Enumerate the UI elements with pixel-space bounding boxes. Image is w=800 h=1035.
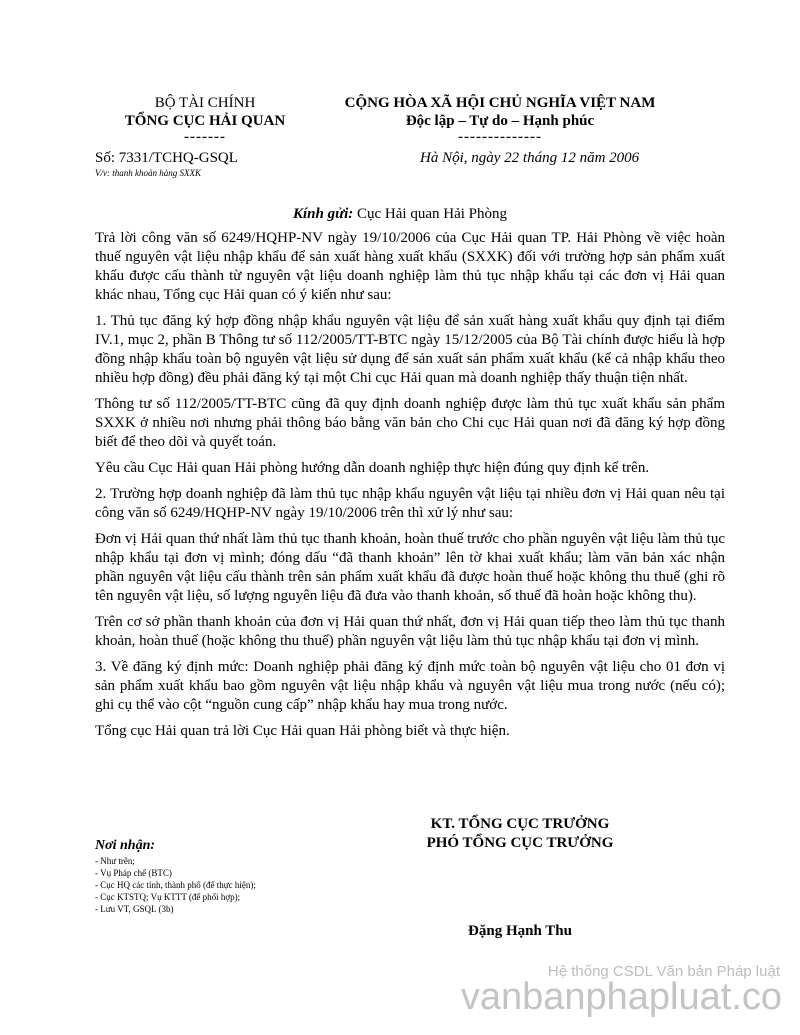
body-paragraph: Đơn vị Hải quan thứ nhất làm thủ tục thanh khoản, hoàn thuế trước cho phần nguyên vật liệu làm thủ tục nhập khẩu tại đơn vị mình; đóng dấu “đã thanh khoản” lên tờ khai xuất khẩu; làm văn bản xác nhận phần nguyên vật liệu cấu thành trên sản phẩm xuất khẩu đã được hoàn thuế hoặc không thu thuế (ghi rõ tên nguyên vật liệu, số lượng nguyên liệu đã đưa vào thanh khoản, số thuế đã hoàn hoặc không thu). <box>95 531 725 604</box>
receiver-item: - Cục KTSTQ; Vụ KTTT (để phối hợp); <box>95 892 241 902</box>
receivers-label: Nơi nhận: <box>95 838 156 853</box>
body-paragraph: 1. Thủ tục đăng ký hợp đồng nhập khẩu nguyên vật liệu để sản xuất hàng xuất khẩu quy định tại điểm IV.1, mục 2, phần B Thông tư số 112/2005/TT-BTC ngày 15/12/2005 của Bộ Tài chính được hiểu là hợp đồng nhập khẩu toàn bộ nguyên vật liệu sử dụng để sản xuất sản phẩm xuất khẩu (kể cả nhập khẩu theo nhiều hợp đồng) đều phải đăng ký tại một Chi cục Hải quan mà doanh nghiệp thấy thuận tiện nhất. <box>95 313 725 386</box>
document-number: Số: 7331/TCHQ-GSQL <box>95 150 238 166</box>
republic-name: CỘNG HÒA XÃ HỘI CHỦ NGHĨA VIỆT NAM <box>344 95 656 111</box>
signature-title <box>390 815 650 853</box>
watermark-caption: Hệ thống CSDL Văn bản Pháp luật <box>547 963 780 980</box>
body-paragraph: 2. Trường hợp doanh nghiệp đã làm thủ tục nhập khẩu nguyên vật liệu tại nhiều đơn vị Hải quan nêu tại công văn số 6249/HQHP-NV ngày 19/10/2006 trên thì xử lý như sau: <box>95 486 725 521</box>
receiver-item: - Như trên; <box>95 856 135 866</box>
body-paragraph: 3. Về đăng ký định mức: Doanh nghiệp phải đăng ký định mức toàn bộ nguyên vật liệu cho 01 đơn vị sản phẩm xuất khẩu bao gồm nguyên vật liệu nhập khẩu và nguyên vật liệu mua trong nước (nếu có); ghi cụ thể vào cột “nguồn cung cấp” nhập khẩu hay mua trong nước. <box>95 659 725 713</box>
ministry-name: BỘ TÀI CHÍNH <box>154 95 256 111</box>
issuer-block <box>95 94 315 144</box>
watermark-site: vanbanphapluat.co <box>460 976 782 1018</box>
signer-name: Đặng Hạnh Thu <box>468 923 572 939</box>
national-heading <box>320 94 680 144</box>
document-body <box>95 229 725 748</box>
receiver-item: - Lưu VT, GSQL (3b) <box>95 904 174 914</box>
document-subject: V/v: thanh khoản hàng SXXK <box>95 168 201 178</box>
right-divider: -------------- <box>458 129 542 145</box>
recipient-name: Cục Hải quan Hải Phòng <box>357 206 507 222</box>
recipient-label: Kính gửi: <box>293 206 354 222</box>
national-motto: Độc lập – Tự do – Hạnh phúc <box>405 113 595 129</box>
receiver-item: - Vụ Pháp chế (BTC) <box>95 868 172 878</box>
department-name: TỔNG CỤC HẢI QUAN <box>124 113 286 129</box>
signature-line-1: KT. TỔNG CỤC TRƯỞNG <box>430 816 610 832</box>
receiver-item: - Cục HQ các tỉnh, thành phố (để thực hiện); <box>95 880 256 890</box>
left-divider: ------- <box>184 129 226 145</box>
document-date: Hà Nội, ngày 22 tháng 12 năm 2006 <box>420 150 640 166</box>
receivers-list <box>95 855 256 915</box>
body-paragraph: Trên cơ sở phần thanh khoản của đơn vị Hải quan thứ nhất, đơn vị Hải quan tiếp theo làm thủ tục thanh khoản, hoàn thuế (hoặc không thu thuế) phần nguyên vật liệu làm thủ tục nhập khẩu tại đơn vị mình. <box>95 614 725 649</box>
body-paragraph: Tổng cục Hải quan trả lời Cục Hải quan Hải phòng biết và thực hiện. <box>95 723 510 739</box>
signature-line-2: PHÓ TỔNG CỤC TRƯỞNG <box>426 835 614 851</box>
body-paragraph: Yêu cầu Cục Hải quan Hải phòng hướng dẫn doanh nghiệp thực hiện đúng quy định kể trên. <box>95 460 650 476</box>
body-paragraph: Thông tư số 112/2005/TT-BTC cũng đã quy định doanh nghiệp được làm thủ tục xuất khẩu sản phẩm SXXK ở nhiều nơi nhưng phải thông báo bằng văn bản cho Chi cục Hải quan nơi đã đăng ký hợp đồng biết để theo dõi và quyết toán. <box>95 396 725 450</box>
body-paragraph: Trả lời công văn số 6249/HQHP-NV ngày 19/10/2006 của Cục Hải quan TP. Hải Phòng về việc hoàn thuế nguyên vật liệu nhập khẩu để sản xuất hàng xuất khẩu (SXXK) đối với trường hợp sản phẩm xuất khẩu được cấu thành từ nguyên vật liệu doanh nghiệp làm thủ tục nhập khẩu tại các đơn vị Hải quan khác nhau, Tổng cục Hải quan có ý kiến như sau: <box>95 230 725 303</box>
recipient-line <box>0 206 800 223</box>
receivers-block <box>95 838 256 915</box>
